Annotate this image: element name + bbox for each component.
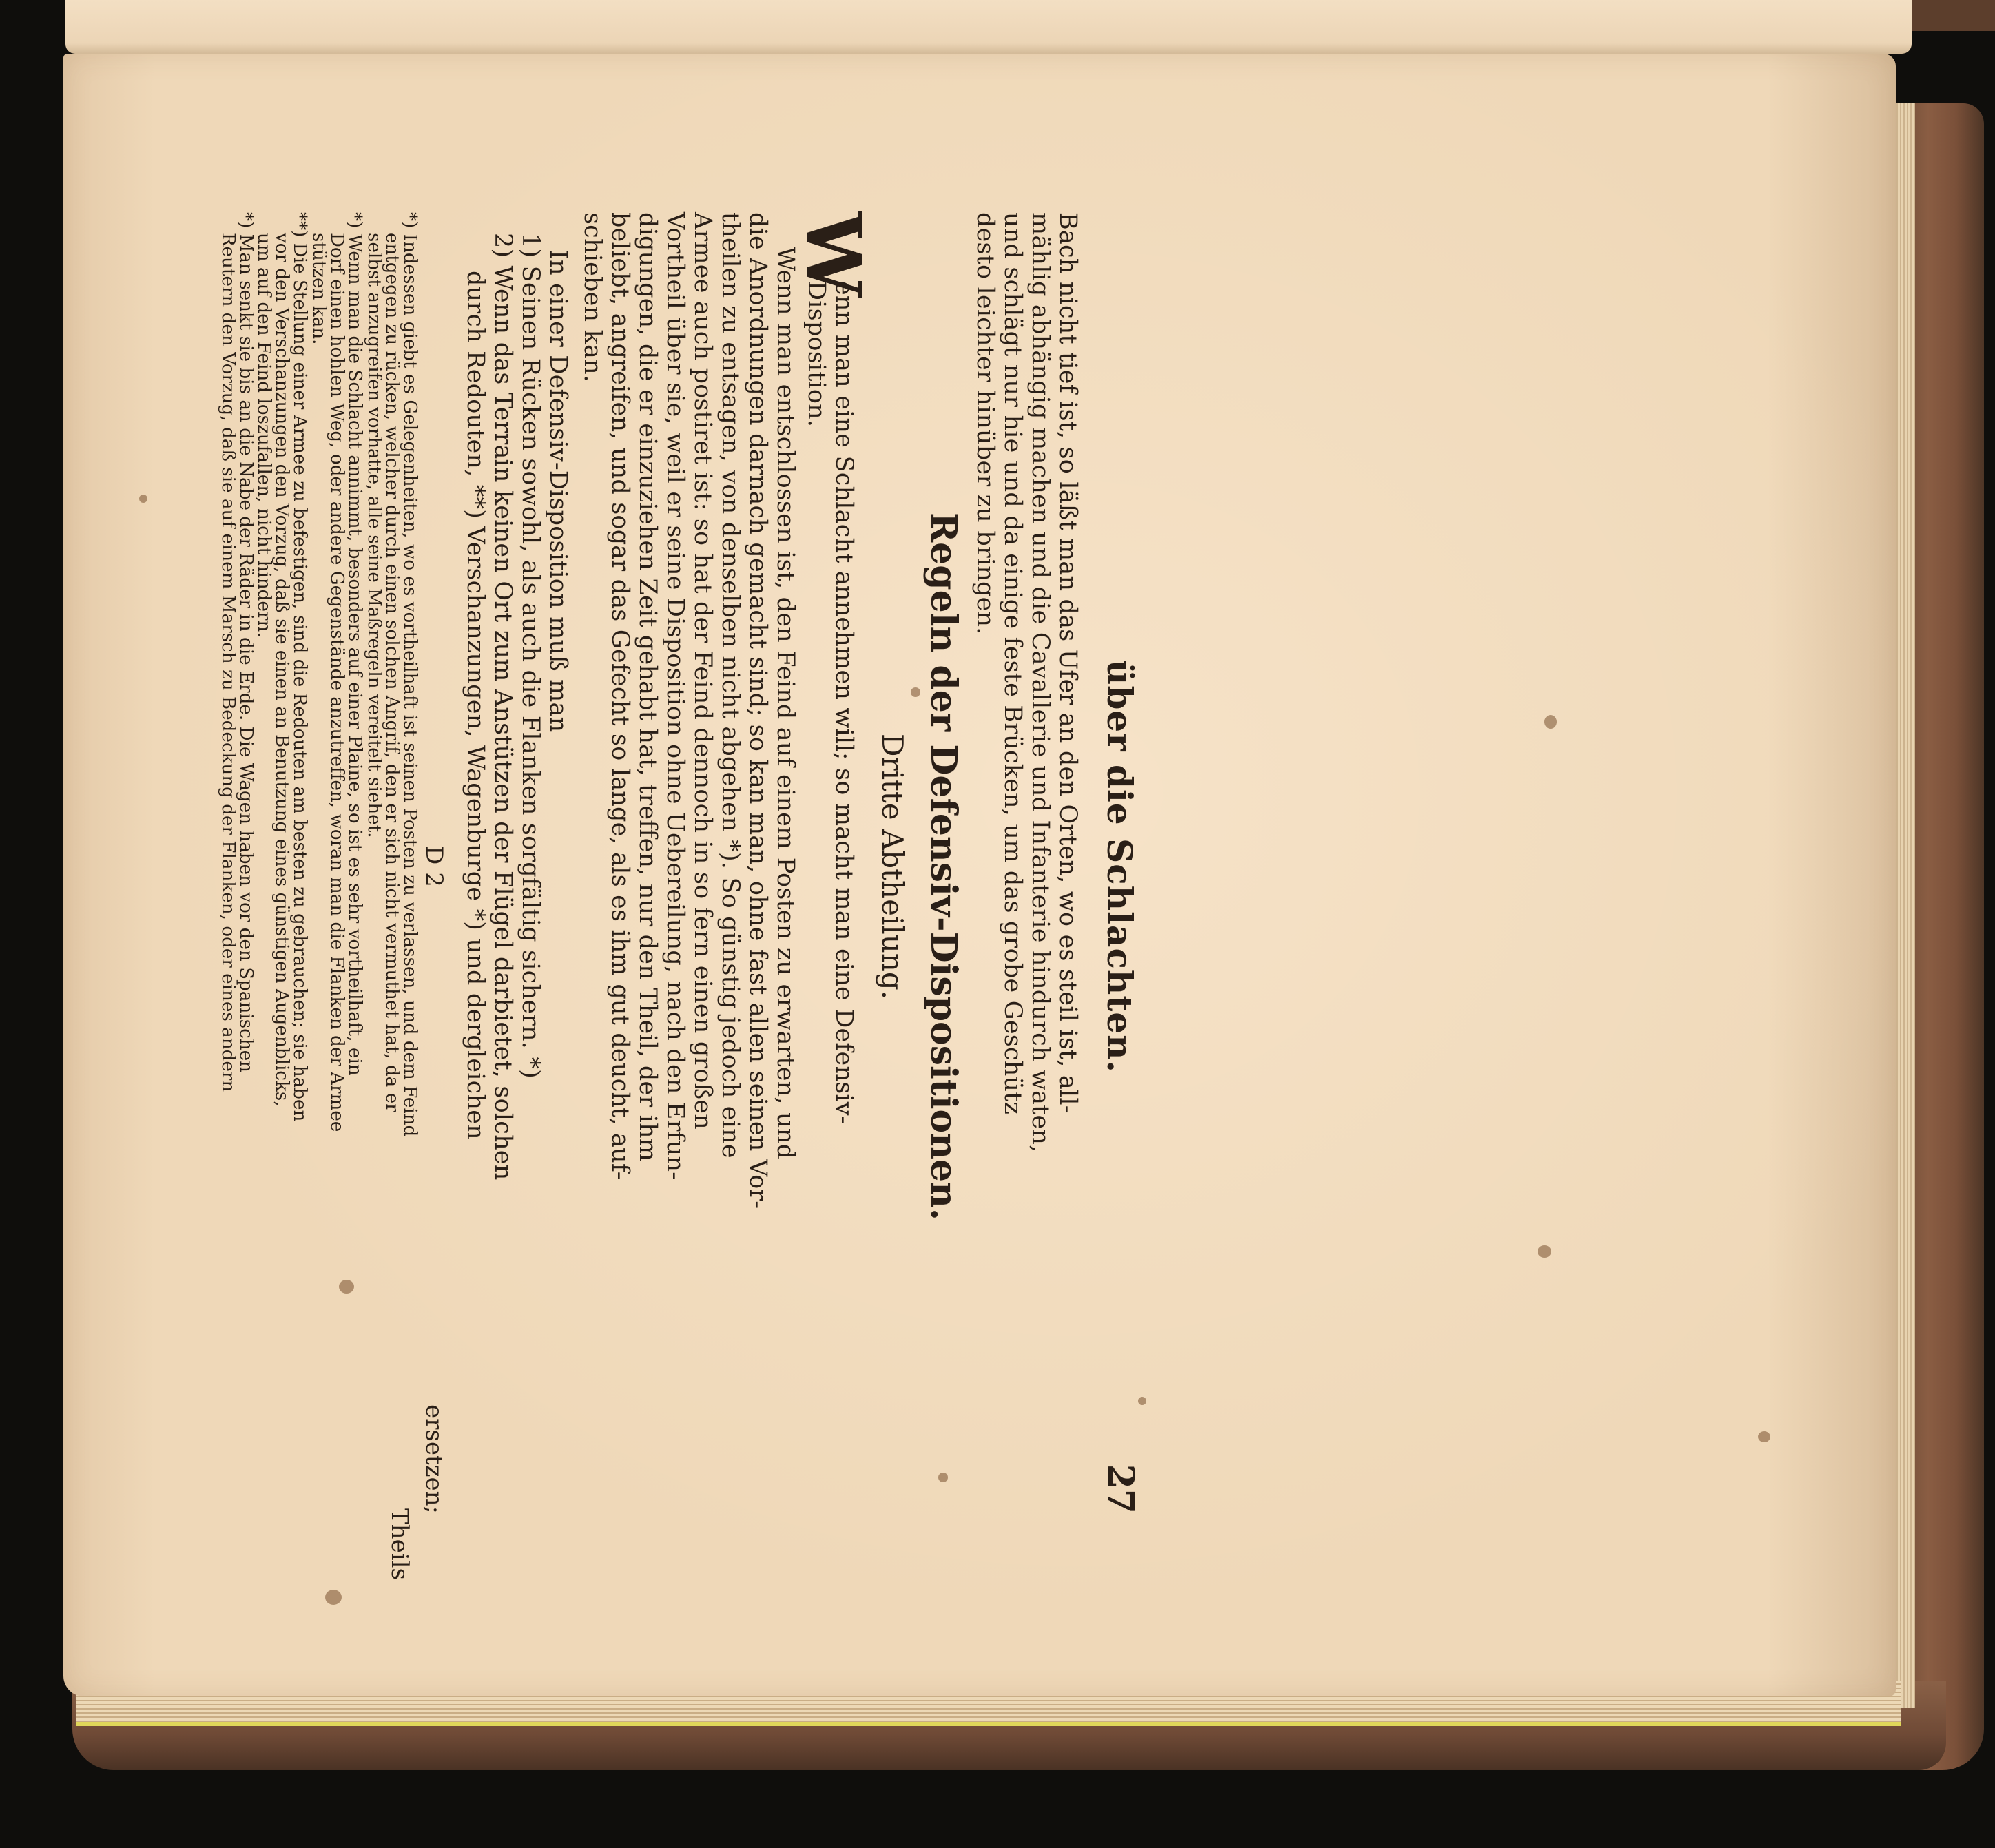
text-line: mählig abhängig machen und die Cavallerie und Infanterie hindurch waten, [1026,212,1054,1153]
text-line: beliebt, angreifen, und sogar das Gefecht so lange, als es ihm gut deucht, auf- [606,212,634,1180]
footnote-line: **) Die Stellung einer Armee zu befestigen, sind die Redouten am besten zu gebrauchen; sie haben [289,212,310,1122]
footnotes-rotated [218,212,448,1521]
footnote-line: vor den Verschanzungen den Vorzug, daß sie einen an Benutzung eines günstigen Augenblicks, [271,233,292,1107]
catchword: ersetzen; [420,1404,448,1514]
footnote-line: Dorf einen hohlen Weg, oder andere Gegenstände anzutreffen, woran man die Flanken der Armee [327,233,347,1132]
running-head: über die Schlachten. [1099,660,1140,1073]
footnote-line: selbst anzugreifen vorhatte, alle seine Maßregeln vereitelt siehet. [364,233,384,838]
footnote-line: stützen kan. [309,233,329,345]
footnote-line: um auf den Feind loszufallen, nicht hindern. [254,233,274,638]
last-catchword: Theils [386,1508,413,1580]
text-line: digungen, die er einzuziehen Zeit gehabt hat, treffen, nur den Theil, der ihm [634,212,661,1162]
text-line: 2) Wenn das Terrain keinen Ort zum Anstützen der Flügel darbietet, solchen [489,233,517,1181]
section-title: Regeln der Defensiv-Dispositionen. [922,512,964,1221]
foxing-spot [1538,1245,1551,1258]
foxing-spot [325,1590,342,1605]
footnote-line: Reutern den Vorzug, daß sie auf einem Marsch zu Bedeckung der Flanken, oder eines andern [218,233,238,1092]
previous-page-edge [65,0,1912,54]
text-line: In einer Defensiv-Disposition muß man [544,250,572,733]
text-line: 1) Seinen Rücken sowohl, als auch die Flanken sorgfältig sichern. *) [517,233,544,1079]
text-line: und schlägt nur hie und da einige feste Brücken, um das grobe Geschütz [999,212,1026,1115]
footnote-line: *) Indessen giebt es Gelegenheiten, wo es vortheilhaft ist seinen Posten zu verlassen, und dem Feind [400,212,420,1137]
text-line: schieben kan. [579,212,606,383]
text-line: Disposition. [803,281,830,428]
foxing-spot [1544,715,1557,729]
text-line: desto leichter hinüber zu bringen. [971,212,999,635]
foxing-spot [139,495,147,503]
text-line: Vortheil über sie, weil er seine Disposition ohne Uebereilung, nach den Erfun- [661,212,689,1181]
foxing-spot [1758,1431,1770,1442]
text-line: durch Redouten, **) Verschanzungen, Wagenburge *) und dergleichen [462,271,489,1140]
text-line: die Anordnungen darnach gemacht sind; so kan man, ohne fast allen seinen Vor- [744,212,772,1209]
footnote-line: entgegen zu rücken, welcher durch einen solchen Angrif, den er sich nicht vermuthet hat, da er [382,233,402,1112]
cover-corner [1908,0,1995,31]
page-text-rotated [437,212,1147,1521]
signature-mark: D 2 [420,846,448,887]
drop-cap: W [789,212,878,298]
page-number: 27 [1099,1464,1141,1514]
text-line: Armee auch postiret ist: so hat der Feind dennoch in so fern einen großen [689,212,716,1130]
footnote-line: *) Wenn man die Schlacht annimmt, besonders auf einer Plaine, so ist es sehr vortheilhaft, ein [344,212,365,1076]
text-line: Wenn man entschlossen ist, den Feind auf einem Posten zu erwarten, und [772,247,799,1160]
text-line: Bach nicht tief ist, so läßt man das Ufer an den Orten, wo es steil ist, all- [1054,212,1082,1114]
section-subtitle: Dritte Abtheilung. [876,733,909,1000]
footnote-line: *) Man senkt sie bis an die Nabe der Räder in die Erde. Die Wagen haben vor den Spanischen [236,212,256,1073]
text-line: theilen zu entsagen, von denselben nicht abgehen *). So günstig jedoch eine [716,212,744,1159]
text-line: enn man eine Schlacht annehmen will; so macht man eine Defensiv- [830,281,858,1124]
